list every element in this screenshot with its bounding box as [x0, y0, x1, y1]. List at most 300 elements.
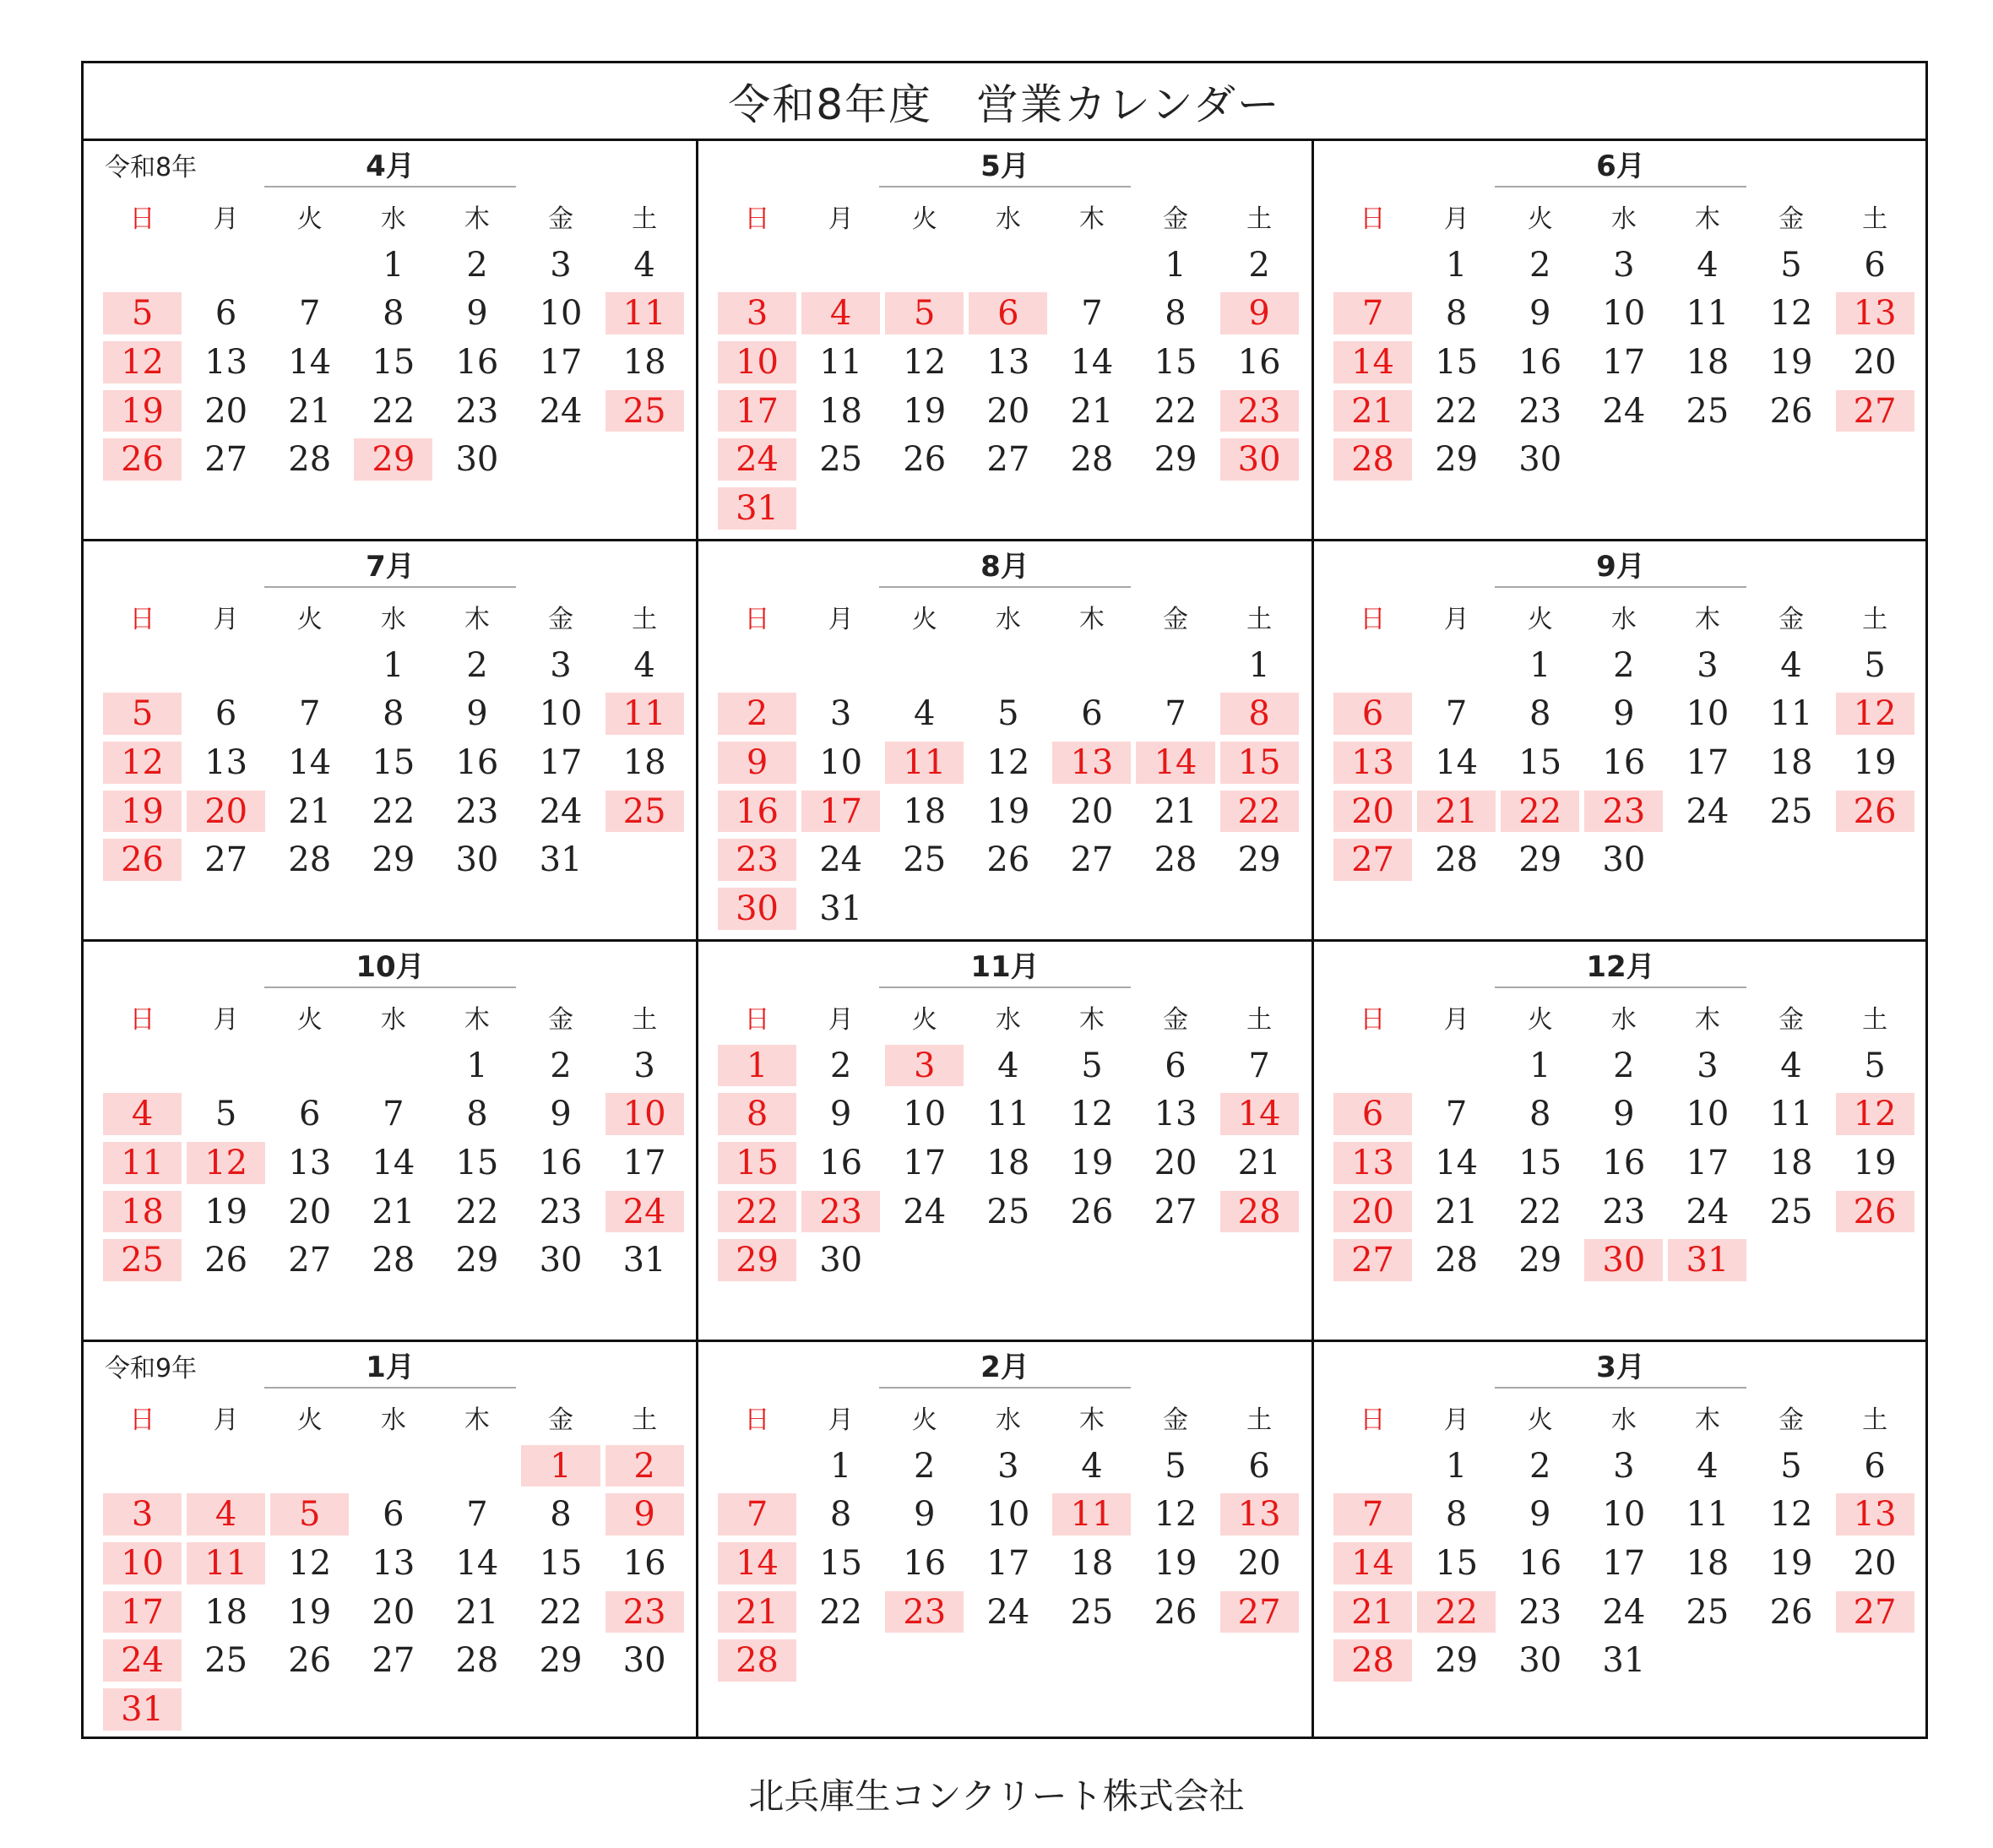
month-panel: [698, 1342, 1314, 1737]
empty-cell: [184, 641, 268, 690]
day-cell: 9: [466, 294, 488, 334]
weekday-header: 火: [1527, 1004, 1553, 1035]
day-cell: 17: [1602, 342, 1646, 382]
weekday-header: 水: [1610, 604, 1637, 634]
day-cell: 7: [299, 294, 321, 334]
day-cell: 10: [986, 1495, 1030, 1535]
empty-cell: [268, 641, 351, 690]
day-cell: 15: [1435, 342, 1479, 382]
day-cell: 9: [1529, 294, 1551, 334]
holiday-day-cell: 26: [103, 438, 182, 481]
holiday-day-cell: 23: [1220, 390, 1299, 432]
day-cell: 25: [986, 1192, 1030, 1231]
holiday-day-cell: 21: [1333, 1591, 1412, 1633]
day-cell: 6: [1081, 694, 1103, 734]
day-cell: 27: [1070, 840, 1114, 880]
day-cell: 9: [1529, 1495, 1551, 1535]
day-cell: 18: [1686, 342, 1730, 382]
day-cell: 20: [1853, 1543, 1897, 1583]
day-cell: 27: [1154, 1192, 1197, 1231]
day-cell: 26: [288, 1641, 332, 1681]
weekday-header: 水: [1610, 204, 1637, 234]
holiday-day-cell: 25: [606, 390, 684, 432]
day-cell: 24: [986, 1592, 1030, 1632]
weekday-header: 土: [632, 204, 658, 234]
day-cell: 5: [1780, 1446, 1802, 1486]
month-name: 4月: [264, 148, 516, 188]
day-cell: 19: [1154, 1543, 1197, 1583]
day-cell: 12: [986, 742, 1030, 782]
weekday-header: 日: [744, 604, 770, 634]
day-cell: 18: [622, 342, 666, 382]
day-cell: 29: [372, 840, 415, 880]
day-cell: 24: [819, 840, 863, 880]
holiday-day-cell: 15: [718, 1142, 796, 1184]
day-cell: 14: [455, 1543, 499, 1583]
empty-cell: [351, 1442, 435, 1491]
holiday-day-cell: 24: [103, 1639, 182, 1682]
month-name: 11月: [879, 948, 1131, 988]
holiday-day-cell: 12: [1836, 1093, 1914, 1135]
day-cell: 10: [903, 1095, 947, 1134]
day-cell: 7: [1445, 694, 1468, 734]
day-cell: 21: [455, 1592, 499, 1632]
weekday-header: 木: [464, 1004, 490, 1035]
weekday-header: 土: [1862, 204, 1888, 234]
weekday-header: 金: [548, 604, 574, 634]
empty-cell: [268, 1442, 351, 1491]
day-cell: 2: [1613, 1046, 1635, 1085]
holiday-day-cell: 25: [103, 1239, 182, 1281]
month-panel: [1314, 141, 1925, 541]
holiday-day-cell: 26: [1836, 791, 1914, 833]
empty-cell: [1050, 641, 1133, 690]
holiday-day-cell: 23: [718, 839, 796, 881]
weekday-header: 日: [129, 204, 155, 234]
day-cell: 31: [622, 1241, 666, 1280]
weekday-header: 火: [296, 604, 323, 634]
day-cell: 22: [1435, 391, 1479, 431]
weekday-header: 月: [828, 1004, 854, 1035]
empty-cell: [268, 241, 351, 290]
weekday-header: 土: [1246, 1405, 1273, 1435]
holiday-day-cell: 27: [1333, 839, 1412, 881]
day-cell: 13: [204, 742, 248, 782]
day-cell: 20: [1853, 342, 1897, 382]
day-cell: 11: [1769, 1095, 1813, 1134]
holiday-day-cell: 28: [1333, 1639, 1412, 1682]
day-cell: 10: [1602, 294, 1646, 334]
month-name: 7月: [264, 548, 516, 588]
day-cell: 7: [1248, 1046, 1270, 1085]
weekday-header: 土: [1862, 1405, 1888, 1435]
day-cell: 8: [1445, 294, 1468, 334]
month-name: 12月: [1495, 948, 1746, 988]
month-panel: [84, 141, 698, 541]
empty-cell: [268, 1041, 351, 1090]
weekday-header: 日: [1360, 1004, 1386, 1035]
company-name: 北兵庫生コンクリート株式会社: [748, 1775, 1245, 1817]
day-cell: 28: [372, 1241, 415, 1280]
holiday-day-cell: 13: [1333, 1142, 1412, 1184]
day-cell: 27: [204, 840, 248, 880]
weekday-header: 木: [1694, 204, 1720, 234]
weekday-header: 土: [632, 1405, 658, 1435]
day-cell: 17: [539, 742, 583, 782]
weekday-header: 月: [1443, 1004, 1469, 1035]
weekday-header: 月: [213, 604, 239, 634]
day-cell: 21: [1237, 1143, 1281, 1182]
day-cell: 16: [1237, 342, 1281, 382]
empty-cell: [1133, 641, 1217, 690]
day-cell: 6: [1248, 1446, 1270, 1486]
day-cell: 9: [1613, 694, 1635, 734]
day-cell: 15: [539, 1543, 583, 1583]
day-cell: 28: [455, 1641, 499, 1681]
day-grid: [100, 992, 687, 1285]
holiday-day-cell: 12: [1836, 693, 1914, 735]
day-cell: 18: [622, 742, 666, 782]
day-cell: 16: [903, 1543, 947, 1583]
weekday-header: 火: [1527, 204, 1553, 234]
weekday-header: 木: [1694, 1004, 1720, 1035]
day-cell: 5: [1864, 645, 1886, 685]
holiday-day-cell: 26: [103, 839, 182, 881]
holiday-day-cell: 19: [103, 390, 182, 432]
weekday-header: 月: [1443, 204, 1469, 234]
day-cell: 22: [1154, 391, 1197, 431]
holiday-day-cell: 17: [718, 390, 796, 432]
holiday-day-cell: 30: [718, 888, 796, 930]
day-cell: 7: [466, 1495, 488, 1535]
day-cell: 18: [903, 791, 947, 831]
day-cell: 13: [986, 342, 1030, 382]
day-cell: 24: [1686, 791, 1730, 831]
day-cell: 13: [1154, 1095, 1197, 1134]
day-cell: 29: [1435, 1641, 1479, 1681]
day-cell: 4: [1697, 1446, 1719, 1486]
month-name: 1月: [264, 1349, 516, 1389]
day-cell: 23: [1602, 1192, 1646, 1231]
empty-cell: [715, 641, 799, 690]
months-grid: [84, 141, 1925, 1737]
weekday-header: 水: [380, 204, 406, 234]
weekday-header: 金: [1163, 204, 1189, 234]
day-cell: 22: [539, 1592, 583, 1632]
day-cell: 1: [1165, 245, 1187, 285]
empty-cell: [715, 241, 799, 290]
day-cell: 10: [1602, 1495, 1646, 1535]
holiday-day-cell: 8: [718, 1093, 796, 1135]
day-cell: 30: [1602, 840, 1646, 880]
day-cell: 26: [986, 840, 1030, 880]
day-cell: 14: [1435, 742, 1479, 782]
day-cell: 31: [1602, 1641, 1646, 1681]
holiday-day-cell: 13: [1333, 742, 1412, 784]
month-panel: [698, 942, 1314, 1342]
weekday-header: 金: [1778, 1405, 1805, 1435]
holiday-day-cell: 19: [103, 791, 182, 833]
holiday-day-cell: 20: [187, 791, 265, 833]
holiday-day-cell: 31: [718, 487, 796, 530]
holiday-day-cell: 5: [885, 292, 964, 334]
weekday-header: 水: [995, 204, 1021, 234]
day-cell: 12: [288, 1543, 332, 1583]
day-cell: 21: [288, 391, 332, 431]
day-cell: 17: [539, 342, 583, 382]
day-cell: 17: [1602, 1543, 1646, 1583]
weekday-header: 金: [1163, 604, 1189, 634]
day-cell: 25: [819, 440, 863, 480]
holiday-day-cell: 4: [103, 1093, 182, 1135]
day-cell: 4: [914, 694, 936, 734]
weekday-header: 火: [296, 1405, 323, 1435]
empty-cell: [1331, 1442, 1415, 1491]
day-cell: 22: [372, 791, 415, 831]
holiday-day-cell: 5: [270, 1493, 349, 1535]
holiday-day-cell: 21: [1333, 390, 1412, 432]
empty-cell: [1331, 641, 1415, 690]
day-cell: 16: [1518, 342, 1562, 382]
weekday-header: 日: [1360, 204, 1386, 234]
weekday-header: 月: [1443, 604, 1469, 634]
day-cell: 29: [1518, 840, 1562, 880]
day-cell: 24: [1602, 391, 1646, 431]
day-cell: 1: [1445, 1446, 1468, 1486]
weekday-header: 金: [1163, 1405, 1189, 1435]
month-panel: [698, 141, 1314, 541]
day-cell: 1: [1529, 1046, 1551, 1085]
empty-cell: [799, 241, 882, 290]
day-cell: 28: [288, 440, 332, 480]
holiday-day-cell: 7: [718, 1493, 796, 1535]
weekday-header: 金: [1778, 204, 1805, 234]
day-cell: 24: [1602, 1592, 1646, 1632]
day-cell: 26: [204, 1241, 248, 1280]
month-panel: [1314, 942, 1925, 1342]
day-cell: 23: [1518, 1592, 1562, 1632]
weekday-header: 火: [911, 1004, 937, 1035]
day-cell: 14: [288, 342, 332, 382]
day-cell: 26: [1070, 1192, 1114, 1231]
holiday-day-cell: 18: [103, 1191, 182, 1233]
day-cell: 16: [819, 1143, 863, 1182]
month-panel: [84, 942, 698, 1342]
weekday-header: 水: [380, 1405, 406, 1435]
day-cell: 18: [819, 391, 863, 431]
holiday-day-cell: 22: [1417, 1591, 1496, 1633]
holiday-day-cell: 20: [1333, 791, 1412, 833]
day-cell: 6: [1864, 1446, 1886, 1486]
day-cell: 3: [1613, 245, 1635, 285]
empty-cell: [799, 641, 882, 690]
holiday-day-cell: 28: [1220, 1191, 1299, 1233]
calendar-title: 令和8年度 営業カレンダー: [84, 63, 1925, 141]
day-cell: 8: [1165, 294, 1187, 334]
day-cell: 2: [829, 1046, 852, 1085]
holiday-day-cell: 11: [606, 292, 684, 334]
weekday-header: 水: [1610, 1405, 1637, 1435]
holiday-day-cell: 26: [1836, 1191, 1914, 1233]
day-cell: 20: [204, 391, 248, 431]
day-cell: 8: [829, 1495, 852, 1535]
day-cell: 27: [986, 440, 1030, 480]
weekday-header: 土: [632, 604, 658, 634]
weekday-header: 日: [744, 204, 770, 234]
calendar-frame: [81, 61, 1928, 1739]
day-cell: 24: [1686, 1192, 1730, 1231]
holiday-day-cell: 23: [885, 1591, 964, 1633]
day-cell: 7: [1081, 294, 1103, 334]
day-cell: 13: [372, 1543, 415, 1583]
weekday-header: 日: [744, 1004, 770, 1035]
day-cell: 10: [1686, 1095, 1730, 1134]
day-cell: 2: [914, 1446, 936, 1486]
day-cell: 14: [1435, 1143, 1479, 1182]
day-cell: 25: [1686, 1592, 1730, 1632]
empty-cell: [882, 241, 966, 290]
weekday-header: 日: [1360, 604, 1386, 634]
holiday-day-cell: 12: [187, 1142, 265, 1184]
day-cell: 10: [819, 742, 863, 782]
day-cell: 28: [1070, 440, 1114, 480]
day-cell: 25: [204, 1641, 248, 1681]
holiday-day-cell: 17: [801, 791, 880, 833]
weekday-header: 月: [828, 604, 854, 634]
day-cell: 4: [1697, 245, 1719, 285]
empty-cell: [100, 241, 184, 290]
holiday-day-cell: 27: [1220, 1591, 1299, 1633]
holiday-day-cell: 24: [606, 1191, 684, 1233]
day-cell: 14: [288, 742, 332, 782]
day-cell: 2: [1248, 245, 1270, 285]
day-grid: [100, 192, 687, 484]
weekday-header: 日: [1360, 1405, 1386, 1435]
day-cell: 30: [622, 1641, 666, 1681]
weekday-header: 水: [995, 1405, 1021, 1435]
day-cell: 3: [550, 245, 572, 285]
day-cell: 16: [1602, 742, 1646, 782]
day-cell: 5: [1780, 245, 1802, 285]
day-cell: 19: [204, 1192, 248, 1231]
weekday-header: 火: [296, 204, 323, 234]
weekday-header: 日: [129, 1405, 155, 1435]
empty-cell: [100, 1041, 184, 1090]
day-cell: 12: [1154, 1495, 1197, 1535]
weekday-header: 金: [548, 1405, 574, 1435]
day-cell: 24: [539, 791, 583, 831]
holiday-day-cell: 2: [606, 1445, 684, 1487]
day-cell: 8: [383, 294, 405, 334]
empty-cell: [1331, 1041, 1415, 1090]
day-cell: 30: [455, 440, 499, 480]
empty-cell: [1331, 241, 1415, 290]
day-grid: [1331, 192, 1917, 484]
day-cell: 15: [1518, 742, 1562, 782]
empty-cell: [351, 1041, 435, 1090]
weekday-header: 金: [1778, 604, 1805, 634]
day-cell: 5: [1864, 1046, 1886, 1085]
day-cell: 20: [372, 1592, 415, 1632]
day-cell: 14: [1070, 342, 1114, 382]
weekday-header: 月: [1443, 1405, 1469, 1435]
day-cell: 16: [622, 1543, 666, 1583]
day-cell: 7: [1165, 694, 1187, 734]
day-grid: [1331, 1393, 1917, 1685]
holiday-day-cell: 12: [103, 341, 182, 383]
empty-cell: [100, 641, 184, 690]
holiday-day-cell: 10: [606, 1093, 684, 1135]
holiday-day-cell: 28: [1333, 438, 1412, 481]
weekday-header: 金: [548, 204, 574, 234]
holiday-day-cell: 7: [1333, 292, 1412, 334]
holiday-day-cell: 23: [801, 1191, 880, 1233]
holiday-day-cell: 5: [103, 693, 182, 735]
era-label: 令和8年: [105, 153, 198, 182]
day-cell: 2: [1529, 245, 1551, 285]
weekday-header: 土: [1246, 1004, 1273, 1035]
holiday-day-cell: 1: [718, 1045, 796, 1087]
day-cell: 4: [997, 1046, 1019, 1085]
day-cell: 19: [903, 391, 947, 431]
weekday-header: 日: [129, 604, 155, 634]
day-cell: 16: [539, 1143, 583, 1182]
holiday-day-cell: 13: [1220, 1493, 1299, 1535]
weekday-header: 火: [1527, 604, 1553, 634]
day-cell: 26: [903, 440, 947, 480]
month-name: 9月: [1495, 548, 1746, 588]
day-cell: 6: [383, 1495, 405, 1535]
holiday-day-cell: 9: [606, 1493, 684, 1535]
day-cell: 3: [1613, 1446, 1635, 1486]
day-cell: 6: [1165, 1046, 1187, 1085]
day-cell: 11: [986, 1095, 1030, 1134]
month-name: 5月: [879, 148, 1131, 188]
holiday-day-cell: 30: [1584, 1239, 1663, 1281]
day-cell: 3: [1697, 1046, 1719, 1085]
day-cell: 25: [1769, 1192, 1813, 1231]
holiday-day-cell: 21: [1417, 791, 1496, 833]
holiday-day-cell: 11: [606, 693, 684, 735]
weekday-header: 火: [296, 1004, 323, 1035]
day-cell: 17: [1686, 1143, 1730, 1182]
month-panel: [1314, 1342, 1925, 1737]
day-cell: 16: [455, 742, 499, 782]
day-cell: 1: [829, 1446, 852, 1486]
weekday-header: 月: [213, 1405, 239, 1435]
day-cell: 6: [299, 1095, 321, 1134]
weekday-header: 土: [632, 1004, 658, 1035]
holiday-day-cell: 16: [718, 791, 796, 833]
day-cell: 8: [1529, 1095, 1551, 1134]
day-cell: 9: [829, 1095, 852, 1134]
day-cell: 9: [550, 1095, 572, 1134]
day-cell: 4: [1081, 1446, 1103, 1486]
day-cell: 19: [1769, 1543, 1813, 1583]
day-grid: [715, 192, 1301, 533]
empty-cell: [184, 241, 268, 290]
holiday-day-cell: 9: [718, 742, 796, 784]
day-cell: 25: [903, 840, 947, 880]
day-cell: 17: [1686, 742, 1730, 782]
empty-cell: [1415, 641, 1498, 690]
day-cell: 29: [1154, 440, 1197, 480]
holiday-day-cell: 5: [103, 292, 182, 334]
day-cell: 7: [1445, 1095, 1468, 1134]
day-cell: 30: [455, 840, 499, 880]
holiday-day-cell: 4: [801, 292, 880, 334]
day-cell: 31: [539, 840, 583, 880]
